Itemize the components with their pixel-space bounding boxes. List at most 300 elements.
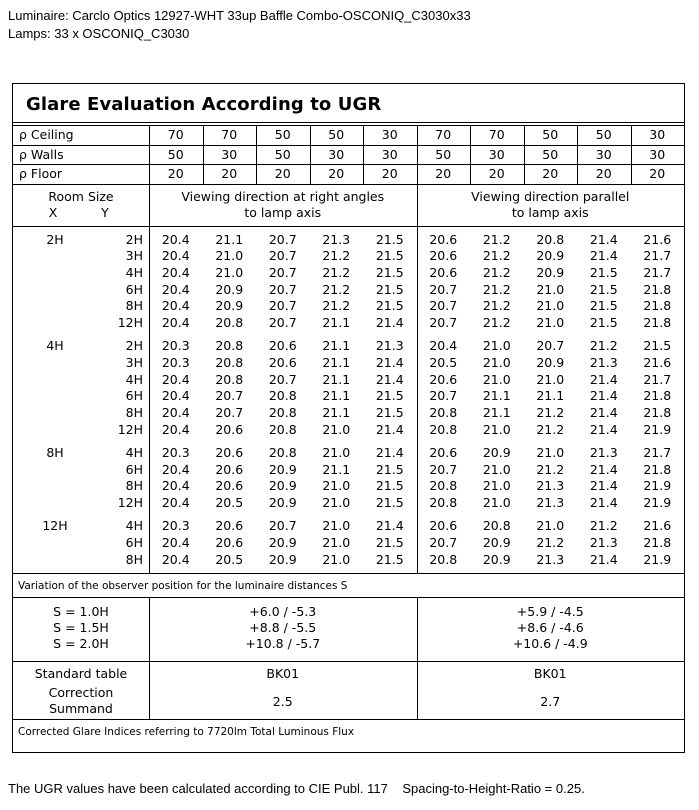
ugr-value: 21.1 (322, 338, 351, 354)
ugr-value: 20.6 (429, 518, 458, 534)
corrected-glare-note: Corrected Glare Indices referring to 7720lm Total Luminous Flux (18, 726, 355, 738)
correction-label: Correction (48, 685, 114, 700)
reflectance-col-rule (684, 125, 685, 184)
variation-label: S = 2.0H (53, 636, 109, 651)
ugr-value: 21.7 (643, 444, 672, 460)
ugr-value: 21.5 (375, 478, 404, 494)
ugr-value: 20.4 (429, 338, 458, 354)
ugr-value: 21.4 (589, 478, 618, 494)
ugr-value: 20.6 (215, 518, 244, 534)
ugr-value: 20.8 (429, 405, 458, 420)
reflectance-col-rule (149, 125, 150, 184)
room-size-x: 12H (42, 518, 68, 534)
reflectance-col-rule (524, 125, 525, 184)
ugr-value: 20.4 (161, 248, 190, 264)
ugr-value: 20.5 (215, 551, 244, 567)
room-size-x: 2H (46, 231, 64, 247)
standard-right-angles: BK01 (266, 666, 300, 681)
ugr-value: 21.1 (322, 461, 351, 477)
ugr-value: 21.5 (375, 281, 404, 297)
reflectance-row-rule (13, 145, 684, 146)
ugr-value: 20.3 (161, 444, 190, 460)
ugr-value: 20.8 (215, 338, 244, 354)
ugr-value: 21.0 (322, 518, 351, 534)
ugr-value: 21.0 (536, 315, 565, 330)
ugr-value: 21.6 (643, 354, 672, 370)
ugr-value: 21.4 (375, 371, 404, 387)
ugr-value: 21.3 (375, 338, 404, 354)
room-size-y: 2H (125, 231, 143, 247)
ugr-value: 21.2 (322, 264, 351, 280)
variation-parallel: +10.6 / -4.9 (512, 636, 588, 651)
ugr-value: 21.4 (375, 354, 404, 370)
ugr-value: 20.6 (215, 534, 244, 550)
reflectance-label: ρ Walls (19, 146, 64, 162)
ugr-value: 20.4 (161, 421, 190, 437)
correction-parallel: 2.7 (540, 694, 561, 709)
room-size-y: 6H (125, 534, 143, 550)
room-size-label: Room Size (48, 188, 114, 204)
ugr-value: 21.2 (536, 421, 565, 437)
ugr-value: 20.9 (536, 354, 565, 370)
room-size-y: 4H (125, 264, 143, 280)
room-size-y: 12H (117, 495, 143, 510)
reflectance-value: 50 (542, 146, 559, 162)
ugr-value: 21.0 (482, 338, 511, 354)
ugr-value: 21.0 (482, 421, 511, 437)
ugr-value: 21.3 (536, 551, 565, 567)
variation-col-rule (149, 597, 150, 661)
ugr-value: 20.7 (429, 298, 458, 314)
ugr-value: 20.7 (429, 534, 458, 550)
ugr-value: 20.3 (161, 338, 190, 354)
ugr-value: 20.7 (215, 405, 244, 420)
room-size-y: 3H (125, 248, 143, 264)
variation-label: S = 1.0H (53, 604, 109, 619)
ugr-value: 21.5 (375, 388, 404, 404)
ugr-value: 21.5 (375, 551, 404, 567)
reflectance-col-rule (631, 125, 632, 184)
summand-label: Summand (49, 701, 113, 716)
variation-caption: Variation of the observer position for the luminaire distances S (18, 580, 348, 592)
ugr-value: 20.9 (482, 534, 511, 550)
ugr-value: 20.8 (429, 478, 458, 494)
ugr-value: 20.4 (161, 264, 190, 280)
standard-bottom-rule (13, 719, 684, 720)
ugr-value: 21.0 (536, 298, 565, 314)
ugr-value: 21.0 (482, 371, 511, 387)
ugr-value: 20.8 (536, 231, 565, 247)
reflectance-value: 20 (381, 166, 398, 181)
room-size-y: 6H (125, 461, 143, 477)
reflectance-value: 20 (595, 166, 612, 181)
ugr-value: 21.0 (322, 444, 351, 460)
ugr-value: 21.3 (589, 534, 618, 550)
ugr-value: 21.5 (375, 405, 404, 420)
reflectance-value: 70 (221, 127, 238, 142)
ugr-value: 21.5 (375, 231, 404, 247)
room-size-y: 12H (117, 421, 143, 437)
ugr-value: 21.4 (375, 518, 404, 534)
variation-bottom-rule (13, 661, 684, 662)
ugr-value: 21.4 (589, 461, 618, 477)
ugr-value: 20.6 (215, 444, 244, 460)
ugr-value: 20.4 (161, 298, 190, 314)
ugr-value: 21.9 (643, 495, 672, 510)
reflectance-value: 50 (542, 127, 559, 142)
reflectance-value: 20 (274, 166, 291, 181)
reflectance-bottom-rule (13, 184, 684, 185)
ugr-value: 21.7 (643, 264, 672, 280)
ugr-value: 21.3 (589, 444, 618, 460)
ugr-value: 20.6 (215, 478, 244, 494)
room-size-y: 6H (125, 388, 143, 404)
ugr-value: 20.8 (429, 495, 458, 510)
ugr-value: 21.2 (482, 315, 511, 330)
ugr-value: 20.7 (268, 518, 297, 534)
ugr-value: 21.1 (482, 388, 511, 404)
reflectance-value: 20 (488, 166, 505, 181)
direction-right-angles-axis: to lamp axis (244, 204, 322, 220)
ugr-value: 21.0 (322, 478, 351, 494)
data-bottom-rule (13, 573, 684, 574)
ugr-value: 21.8 (643, 405, 672, 420)
ugr-value: 20.6 (429, 444, 458, 460)
ugr-value: 20.9 (536, 248, 565, 264)
ugr-value: 20.8 (482, 518, 511, 534)
ugr-value: 21.5 (375, 298, 404, 314)
ugr-value: 20.9 (536, 264, 565, 280)
ugr-value: 20.7 (429, 388, 458, 404)
reflectance-col-rule (203, 125, 204, 184)
ugr-value: 20.7 (268, 371, 297, 387)
footer-note: The UGR values have been calculated according to CIE Publ. 117 Spacing-to-Height-Ratio = 0.25. (8, 781, 585, 796)
reflectance-value: 30 (328, 146, 345, 162)
ugr-value: 21.1 (482, 405, 511, 420)
ugr-value: 20.9 (268, 478, 297, 494)
ugr-value: 21.5 (375, 264, 404, 280)
ugr-value: 21.4 (375, 315, 404, 330)
ugr-value: 20.3 (161, 518, 190, 534)
ugr-value: 21.5 (375, 495, 404, 510)
ugr-value: 20.6 (429, 231, 458, 247)
variation-right-angles: +6.0 / -5.3 (249, 604, 317, 619)
ugr-value: 21.5 (589, 281, 618, 297)
ugr-value: 21.5 (375, 534, 404, 550)
ugr-value: 21.2 (482, 298, 511, 314)
ugr-value: 20.7 (268, 281, 297, 297)
ugr-value: 20.4 (161, 405, 190, 420)
ugr-value: 20.8 (215, 371, 244, 387)
correction-right-angles: 2.5 (272, 694, 293, 709)
ugr-value: 21.5 (589, 264, 618, 280)
reflectance-value: 50 (274, 127, 291, 142)
reflectance-row-rule (13, 125, 684, 126)
reflectance-label: ρ Floor (19, 166, 63, 181)
ugr-value: 21.0 (322, 534, 351, 550)
ugr-value: 20.4 (161, 371, 190, 387)
ugr-value: 21.2 (482, 281, 511, 297)
ugr-value: 21.4 (375, 421, 404, 437)
room-size-x: 8H (46, 444, 64, 460)
ugr-value: 21.8 (643, 461, 672, 477)
luminaire-name: Luminaire: Carclo Optics 12927-WHT 33up Baffle Combo-OSCONIQ_C3030x33 (8, 8, 471, 23)
ugr-value: 20.9 (268, 461, 297, 477)
ugr-value: 21.4 (589, 248, 618, 264)
ugr-value: 21.1 (322, 315, 351, 330)
standard-col-rule (149, 661, 150, 719)
table-title: Glare Evaluation According to UGR (26, 94, 382, 115)
reflectance-col-rule (470, 125, 471, 184)
ugr-value: 20.5 (215, 495, 244, 510)
room-size-y-label: Y (101, 204, 109, 220)
ugr-value: 20.9 (482, 551, 511, 567)
ugr-value: 21.8 (643, 298, 672, 314)
ugr-table (12, 83, 685, 753)
ugr-value: 21.9 (643, 478, 672, 494)
reflectance-value: 30 (488, 146, 505, 162)
ugr-value: 20.6 (429, 371, 458, 387)
ugr-value: 21.2 (322, 248, 351, 264)
ugr-value: 20.9 (215, 298, 244, 314)
ugr-value: 20.7 (268, 264, 297, 280)
variation-parallel: +5.9 / -4.5 (516, 604, 584, 619)
ugr-value: 21.8 (643, 281, 672, 297)
ugr-value: 21.2 (482, 231, 511, 247)
room-size-y: 4H (125, 518, 143, 534)
ugr-value: 21.2 (482, 264, 511, 280)
data-header-rule (13, 226, 684, 227)
ugr-value: 21.0 (215, 248, 244, 264)
ugr-value: 21.0 (322, 495, 351, 510)
ugr-value: 20.4 (161, 315, 190, 330)
ugr-value: 20.6 (215, 461, 244, 477)
ugr-value: 20.3 (161, 354, 190, 370)
reflectance-label: ρ Ceiling (19, 127, 74, 142)
room-size-x: 4H (46, 338, 64, 354)
ugr-value: 20.4 (161, 231, 190, 247)
title-rule (13, 122, 684, 123)
ugr-value: 21.4 (589, 405, 618, 420)
room-size-y: 3H (125, 354, 143, 370)
room-size-y: 8H (125, 298, 143, 314)
reflectance-value: 20 (328, 166, 345, 181)
reflectance-value: 70 (167, 127, 184, 142)
ugr-value: 21.5 (643, 338, 672, 354)
reflectance-value: 70 (488, 127, 505, 142)
ugr-value: 20.7 (268, 248, 297, 264)
ugr-value: 20.8 (429, 421, 458, 437)
variation-label: S = 1.5H (53, 620, 109, 635)
ugr-value: 21.2 (482, 248, 511, 264)
ugr-value: 21.0 (536, 281, 565, 297)
ugr-value: 21.2 (589, 518, 618, 534)
reflectance-col-rule (417, 125, 418, 184)
ugr-value: 21.2 (589, 338, 618, 354)
variation-right-angles: +10.8 / -5.7 (245, 636, 321, 651)
ugr-value: 21.1 (322, 405, 351, 420)
ugr-value: 21.5 (589, 298, 618, 314)
ugr-value: 21.0 (536, 444, 565, 460)
ugr-value: 20.4 (161, 461, 190, 477)
ugr-value: 20.8 (429, 551, 458, 567)
ugr-value: 21.2 (536, 534, 565, 550)
variation-rule (13, 597, 684, 598)
reflectance-value: 50 (595, 127, 612, 142)
ugr-value: 20.7 (268, 315, 297, 330)
ugr-value: 20.4 (161, 551, 190, 567)
ugr-value: 21.8 (643, 534, 672, 550)
ugr-value: 21.4 (589, 421, 618, 437)
room-size-y: 6H (125, 281, 143, 297)
room-size-y: 8H (125, 478, 143, 494)
reflectance-value: 20 (167, 166, 184, 181)
ugr-value: 21.1 (322, 354, 351, 370)
ugr-value: 21.3 (589, 354, 618, 370)
ugr-value: 21.0 (536, 371, 565, 387)
reflectance-value: 30 (221, 146, 238, 162)
reflectance-value: 30 (381, 127, 398, 142)
ugr-value: 20.6 (429, 248, 458, 264)
reflectance-value: 20 (542, 166, 559, 181)
reflectance-value: 30 (649, 146, 666, 162)
ugr-value: 20.7 (429, 281, 458, 297)
ugr-value: 21.7 (643, 248, 672, 264)
room-size-y: 2H (125, 338, 143, 354)
ugr-value: 21.4 (589, 551, 618, 567)
ugr-value: 21.4 (589, 371, 618, 387)
ugr-value: 20.8 (215, 315, 244, 330)
ugr-value: 21.1 (215, 231, 244, 247)
ugr-value: 20.9 (215, 281, 244, 297)
ugr-value: 20.9 (268, 534, 297, 550)
reflectance-value: 20 (649, 166, 666, 181)
ugr-value: 21.0 (482, 354, 511, 370)
ugr-value: 21.4 (589, 231, 618, 247)
lamps-description: Lamps: 33 x OSCONIQ_C3030 (8, 26, 190, 41)
ugr-value: 21.4 (375, 444, 404, 460)
ugr-value: 21.8 (643, 315, 672, 330)
ugr-value: 21.1 (536, 388, 565, 404)
reflectance-col-rule (577, 125, 578, 184)
reflectance-value: 30 (595, 146, 612, 162)
reflectance-value: 50 (274, 146, 291, 162)
ugr-value: 21.4 (589, 495, 618, 510)
ugr-value: 21.3 (536, 478, 565, 494)
variation-divider-rule (417, 597, 418, 661)
reflectance-col-rule (363, 125, 364, 184)
standard-parallel: BK01 (533, 666, 567, 681)
ugr-value: 21.2 (322, 298, 351, 314)
ugr-value: 21.2 (536, 461, 565, 477)
reflectance-col-rule (310, 125, 311, 184)
ugr-value: 21.6 (643, 518, 672, 534)
ugr-value: 20.7 (268, 298, 297, 314)
reflectance-value: 50 (435, 146, 452, 162)
ugr-value: 21.0 (482, 495, 511, 510)
variation-right-angles: +8.8 / -5.5 (249, 620, 317, 635)
direction-parallel: Viewing direction parallel (471, 188, 630, 204)
ugr-value: 20.7 (215, 388, 244, 404)
ugr-value: 20.8 (268, 405, 297, 420)
ugr-value: 21.4 (589, 388, 618, 404)
direction-right-angles: Viewing direction at right angles (181, 188, 385, 204)
ugr-value: 20.6 (215, 421, 244, 437)
ugr-value: 20.4 (161, 388, 190, 404)
room-size-y: 8H (125, 405, 143, 420)
ugr-value: 21.1 (322, 388, 351, 404)
ugr-value: 21.2 (536, 405, 565, 420)
ugr-value: 20.9 (268, 551, 297, 567)
standard-divider-rule (417, 661, 418, 719)
reflectance-value: 20 (221, 166, 238, 181)
ugr-value: 20.4 (161, 478, 190, 494)
direction-parallel-axis: to lamp axis (511, 204, 589, 220)
ugr-value: 20.4 (161, 281, 190, 297)
room-size-y: 8H (125, 551, 143, 567)
ugr-value: 20.6 (429, 264, 458, 280)
ugr-value: 21.5 (375, 461, 404, 477)
ugr-value: 21.9 (643, 551, 672, 567)
standard-table-label: Standard table (34, 666, 128, 681)
ugr-value: 21.5 (375, 248, 404, 264)
ugr-value: 20.7 (536, 338, 565, 354)
ugr-value: 20.6 (268, 338, 297, 354)
ugr-value: 21.6 (643, 231, 672, 247)
reflectance-col-rule (256, 125, 257, 184)
direction-divider-rule (417, 184, 418, 574)
ugr-value: 20.8 (268, 388, 297, 404)
ugr-value: 20.7 (429, 461, 458, 477)
ugr-value: 21.0 (322, 421, 351, 437)
reflectance-value: 30 (649, 127, 666, 142)
ugr-value: 20.9 (268, 495, 297, 510)
ugr-value: 21.0 (322, 551, 351, 567)
reflectance-row-rule (13, 164, 684, 165)
ugr-value: 21.2 (322, 281, 351, 297)
room-size-x-label: X (48, 204, 58, 220)
ugr-value: 20.9 (482, 444, 511, 460)
ugr-value: 20.8 (268, 444, 297, 460)
variation-parallel: +8.6 / -4.6 (516, 620, 584, 635)
ugr-value: 21.7 (643, 371, 672, 387)
ugr-value: 21.3 (322, 231, 351, 247)
room-size-y: 4H (125, 371, 143, 387)
ugr-value: 21.1 (322, 371, 351, 387)
ugr-value: 20.4 (161, 495, 190, 510)
ugr-value: 21.0 (482, 478, 511, 494)
ugr-value: 20.7 (429, 315, 458, 330)
reflectance-value: 50 (167, 146, 184, 162)
ugr-value: 21.8 (643, 388, 672, 404)
ugr-value: 21.0 (215, 264, 244, 280)
room-size-y: 12H (117, 315, 143, 330)
ugr-value: 20.8 (268, 421, 297, 437)
ugr-value: 21.0 (482, 461, 511, 477)
ugr-value: 20.5 (429, 354, 458, 370)
reflectance-value: 50 (328, 127, 345, 142)
ugr-value: 21.5 (589, 315, 618, 330)
ugr-value: 20.7 (268, 231, 297, 247)
ugr-value: 21.9 (643, 421, 672, 437)
ugr-value: 20.4 (161, 534, 190, 550)
ugr-value: 20.6 (268, 354, 297, 370)
reflectance-value: 20 (435, 166, 452, 181)
ugr-value: 21.3 (536, 495, 565, 510)
ugr-value: 21.0 (536, 518, 565, 534)
ugr-value: 20.8 (215, 354, 244, 370)
reflectance-value: 30 (381, 146, 398, 162)
